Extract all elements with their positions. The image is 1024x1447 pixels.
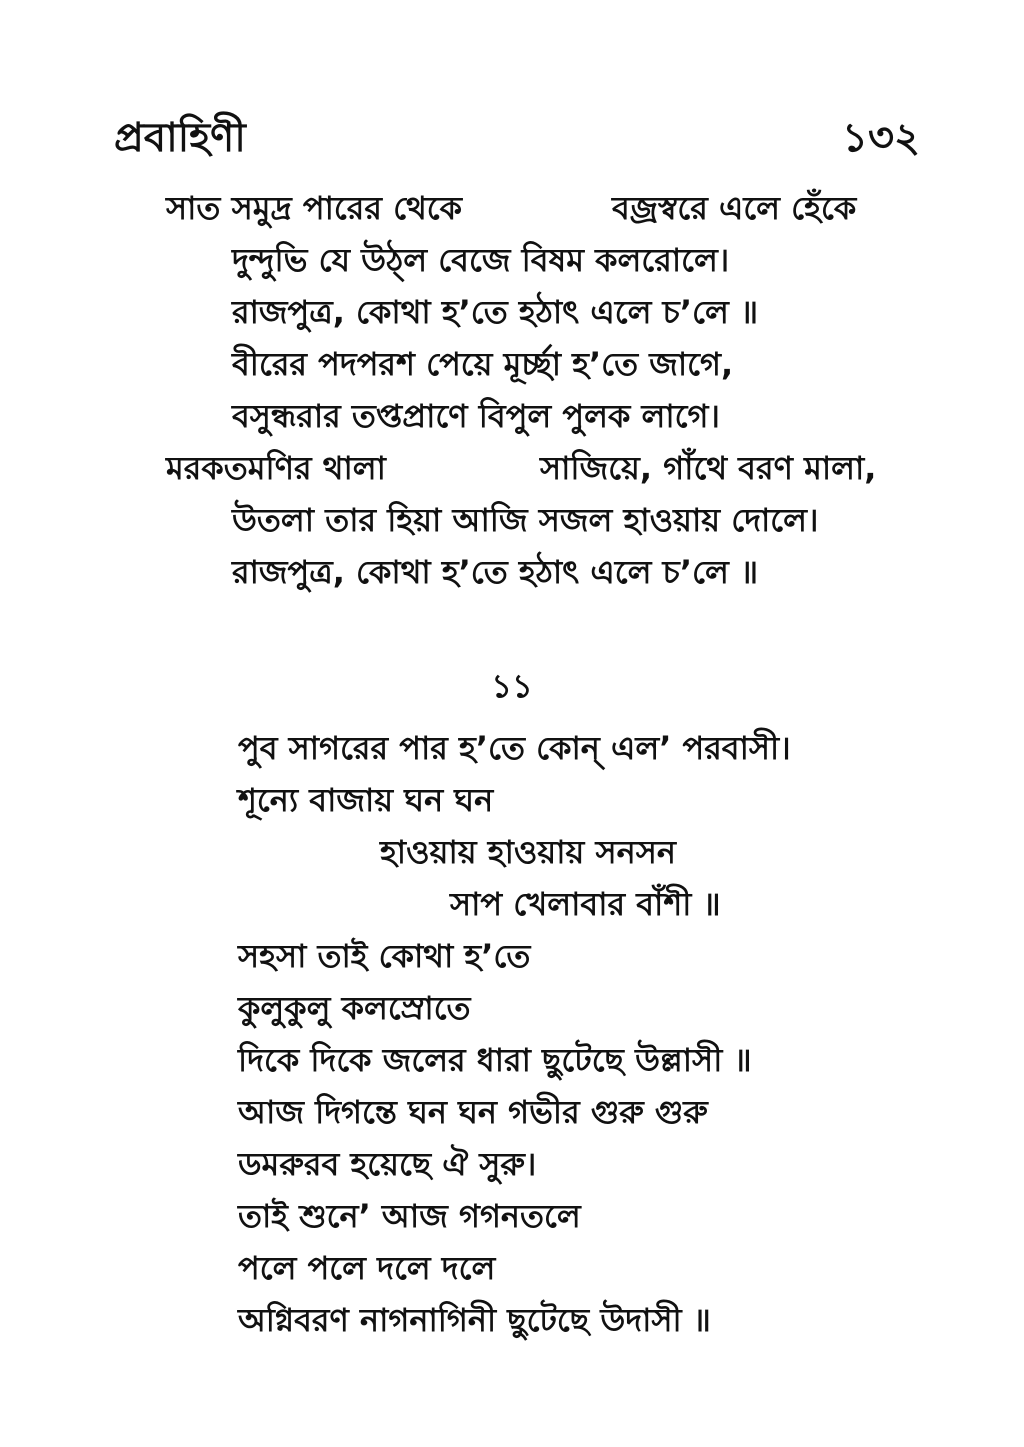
poem-line: রাজপুত্র, কোথা হ’তে হঠাৎ এলে চ’লে ॥ [232, 553, 759, 591]
poem-line: বীরের পদপরশ পেয়ে মূর্চ্ছা হ’তে জাগে, [232, 345, 734, 383]
page-number: ১৩২ [842, 115, 920, 161]
poem-line: সহসা তাই কোথা হ’তে [238, 937, 531, 975]
poem-line: ডমরুরব হয়েছে ঐ সুরু। [238, 1145, 537, 1183]
poem-line: কুলুকুলু কলস্রোতে [238, 989, 471, 1027]
poem-line: সাজিয়ে, গাঁথে বরণ মালা, [540, 449, 877, 487]
poem-line: দুন্দুভি যে উঠ্‌ল বেজে বিষম কলরোলে। [232, 241, 730, 279]
running-title: প্রবাহিণী [114, 115, 246, 161]
poem-line: শূন্যে বাজায় ঘন ঘন [238, 781, 494, 819]
poem-line: পলে পলে দলে দলে [238, 1249, 496, 1287]
poem-line: হাওয়ায় হাওয়ায় সনসন [380, 833, 677, 871]
poem-line: বজ্রস্বরে এলে হেঁকে [612, 189, 857, 227]
poem-line: দিকে দিকে জলের ধারা ছুটেছে উল্লাসী ॥ [238, 1041, 752, 1079]
poem-line: উতলা তার হিয়া আজি সজল হাওয়ায় দোলে। [232, 501, 819, 539]
poem-line: বসুন্ধরার তপ্তপ্রাণে বিপুল পুলক লাগে। [232, 397, 720, 435]
poem-line: সাত সমুদ্র পারের থেকে [166, 189, 463, 227]
poem-line: রাজপুত্র, কোথা হ’তে হঠাৎ এলে চ’লে ॥ [232, 293, 759, 331]
poem-line: মরকতমণির থালা [166, 449, 386, 487]
poem-line: পুব সাগরের পার হ’তে কোন্ এল’ পরবাসী। [238, 729, 791, 767]
poem-line: সাপ খেলাবার বাঁশী ॥ [450, 885, 721, 923]
poem-line: অগ্নিবরণ নাগনাগিনী ছুটেছে উদাসী ॥ [238, 1301, 711, 1339]
section-number: ১১ [491, 667, 533, 705]
poem-line: আজ দিগন্তে ঘন ঘন গভীর গুরু গুরু [238, 1093, 708, 1131]
poem-line: তাই শুনে’ আজ গগনতলে [238, 1197, 581, 1235]
